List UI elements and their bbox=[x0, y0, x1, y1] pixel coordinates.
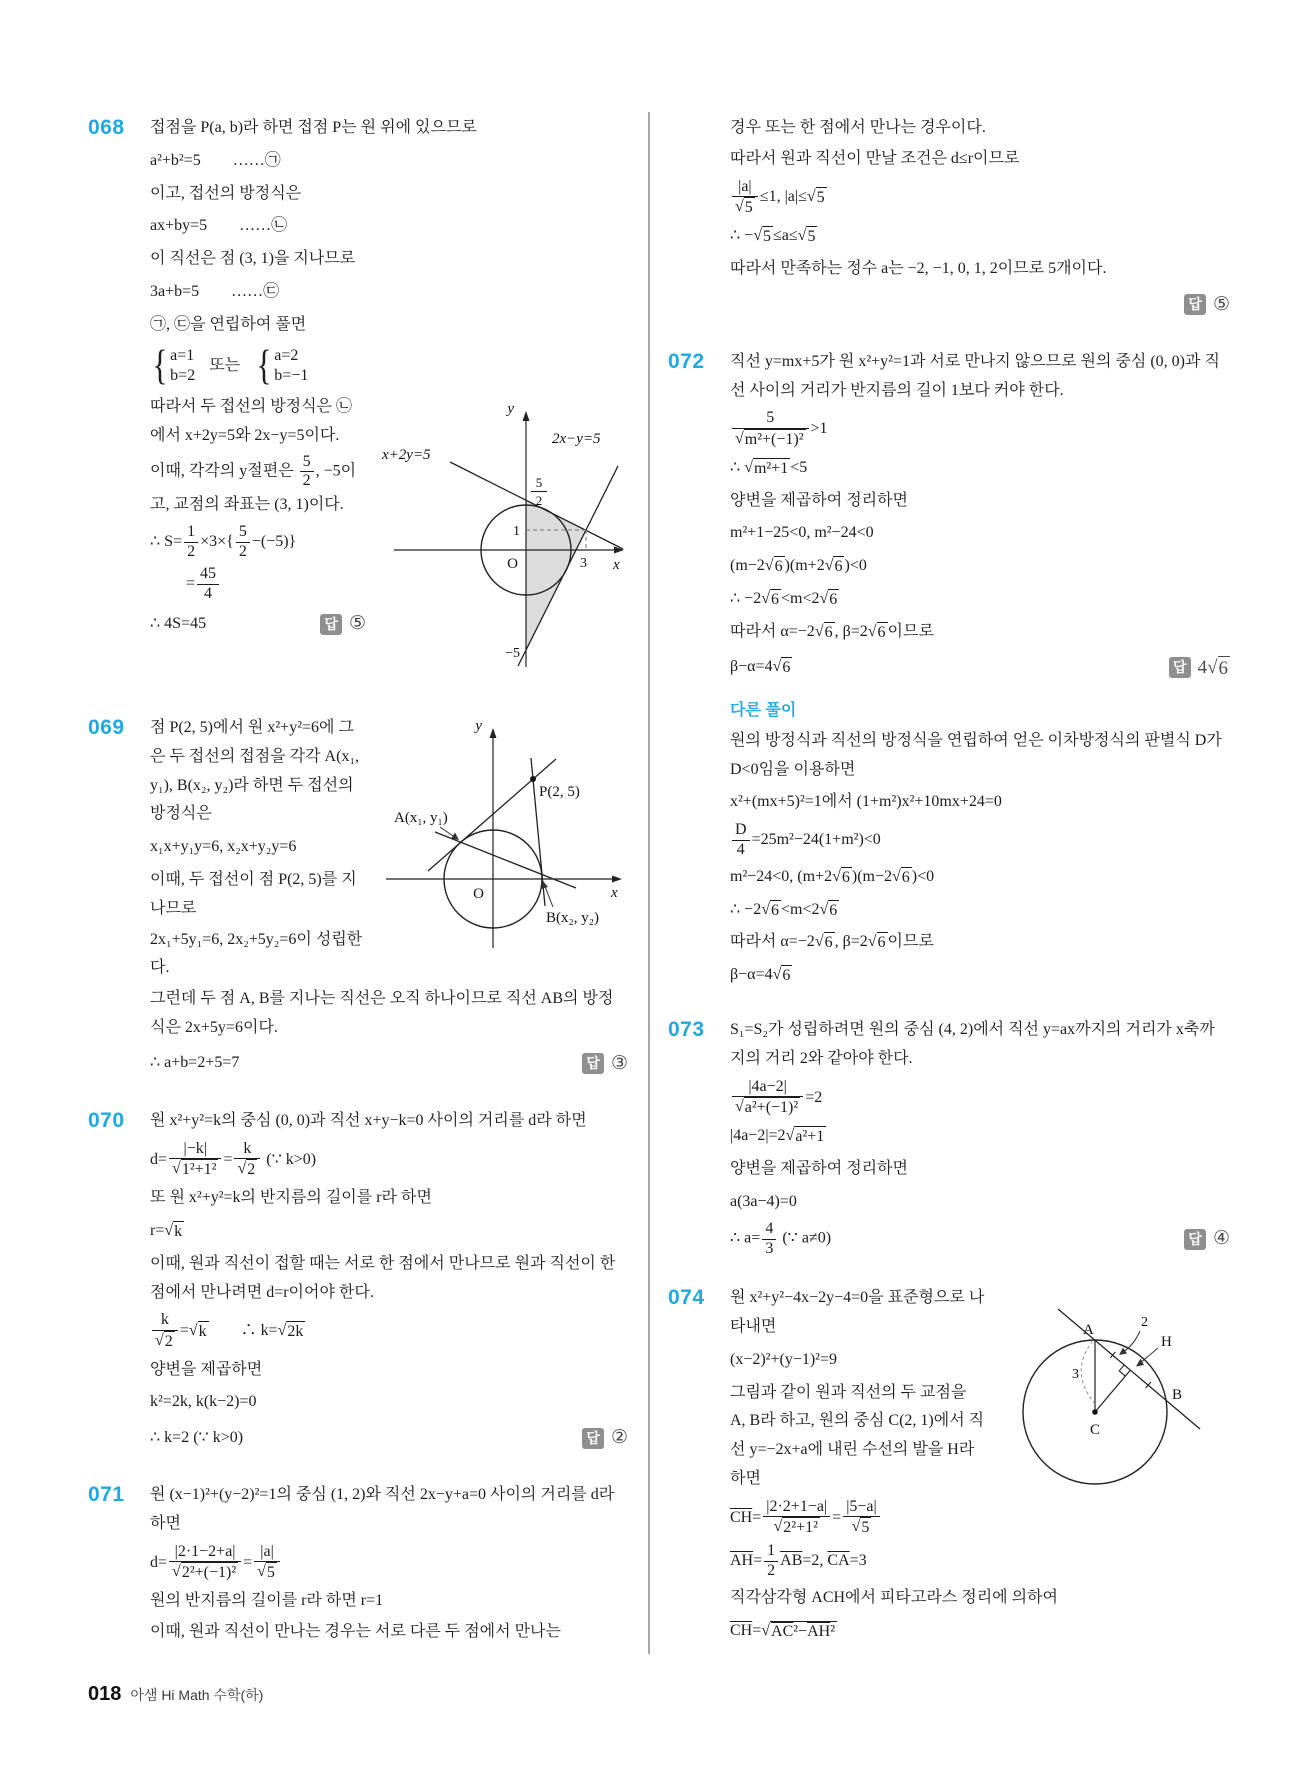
dashed-radius-arc bbox=[1081, 1342, 1095, 1404]
solution-math: |4a−2| √ a²+(−1)² =2 bbox=[730, 1078, 1230, 1118]
solution-math: ∴ −2 √ 6 <m<2 √ 6 bbox=[730, 900, 838, 919]
page-footer bbox=[88, 1684, 263, 1704]
answer bbox=[582, 1047, 628, 1081]
solution-text: 양변을 제곱하여 정리하면 bbox=[730, 1159, 909, 1177]
solution-math: β−α=4 √ 6 답 4 √ 6 bbox=[730, 651, 1230, 685]
segment-ch bbox=[1095, 1370, 1131, 1412]
answer bbox=[1184, 288, 1230, 322]
problem-number: 073 bbox=[668, 1018, 705, 1042]
solution-text: 이때, 두 접선이 점 P(2, 5)를 지나므로 bbox=[150, 870, 357, 917]
solution-math: |a| √ 5 ≤1, |a|≤ √ 5 bbox=[730, 178, 1230, 218]
point-a-label: A bbox=[1083, 1322, 1094, 1339]
solution-text: 그런데 두 점 A, B를 지나는 직선은 오직 하나이므로 직선 AB의 방정식은 2x+5y=6이다. bbox=[150, 990, 614, 1036]
problem-number: 068 bbox=[88, 116, 125, 139]
x-axis-label: x bbox=[611, 884, 618, 901]
solution-text: 따라서 만족하는 정수 a는 −2, −1, 0, 1, 2이므로 5개이다. bbox=[730, 259, 1107, 277]
solution-text: 직선 y=mx+5가 원 x²+y²=1과 서로 만나지 않으므로 원의 중심 (0, 0)과 직선 사이의 거리가 반지름의 길이 1보다 커야 한다. bbox=[730, 352, 1220, 399]
figure-069-diagram bbox=[378, 714, 628, 954]
y-axis-label: y bbox=[507, 401, 514, 418]
solution-text: 이때, 원과 직선이 만나는 경우는 서로 다른 두 점에서 만나는 bbox=[150, 1623, 561, 1641]
problem-number: 072 bbox=[668, 349, 705, 373]
solution-math: ∴ a= $\frac{4}{3}$ (∵ a≠0) 답 ④ bbox=[730, 1220, 1230, 1257]
problem-074 bbox=[668, 1282, 1230, 1649]
solution-math: x₁x+y₁y=6, x₂x+y₂y=6 bbox=[150, 838, 297, 856]
solution-text: 따라서 α=−2 √ 6 , β=2 √ 6 이므로 bbox=[730, 622, 934, 641]
right-column bbox=[668, 112, 1230, 1670]
solution-math: = $\frac{45}{4}$ bbox=[186, 565, 628, 603]
solution-math: ∴ √ m²+1 <5 bbox=[730, 458, 808, 477]
problem-body bbox=[730, 1014, 1230, 1262]
alternative-solution-heading: 다른 풀이 bbox=[730, 701, 797, 719]
solution-text: 원 x²+y²=k의 중심 (0, 0)과 직선 x+y−k=0 사이의 거리를 d라 하면 bbox=[150, 1111, 587, 1129]
solution-text: 원의 반지름의 길이를 r라 하면 r=1 bbox=[150, 1592, 384, 1610]
figure-068-diagram bbox=[376, 395, 628, 673]
answer-badge: 답 bbox=[1184, 294, 1206, 315]
answer-value: ④ bbox=[1212, 1228, 1230, 1250]
problem-070 bbox=[88, 1105, 628, 1460]
figure-074-diagram bbox=[995, 1284, 1230, 1509]
solution-text: 또 원 x²+y²=k의 반지름의 길이를 r라 하면 bbox=[150, 1189, 432, 1207]
x-axis-arrow bbox=[612, 875, 622, 882]
problem-continuation bbox=[668, 112, 1230, 326]
solution-math: ∴ S= $\frac{1}{2}$ ×3×{ $\frac{5}{2}$ −(−5)} bbox=[150, 523, 297, 560]
point-b-label: B(x₂, y₂) bbox=[546, 909, 599, 926]
brace: { bbox=[256, 342, 272, 389]
problem-068 bbox=[88, 112, 628, 692]
solution-cases: { a=1 b=2 또는 { a=2 b=−1 bbox=[152, 342, 309, 389]
solution-math: ∴ a+b=2+5=7 답 ③ bbox=[150, 1047, 628, 1081]
solution-text: 원 (x−1)²+(y−2)²=1의 중심 (1, 2)와 직선 2x−y+a=0 사이의 거리를 d라 하면 bbox=[150, 1486, 615, 1533]
solution-math: m²−24<0, (m+2 √ 6 )(m−2 √ 6 )<0 bbox=[730, 867, 935, 886]
point-b-label: B bbox=[1172, 1387, 1183, 1404]
solution-text: 원의 방정식과 직선의 방정식을 연립하여 얻은 이차방정식의 판별식 D가 D<0임을 이용하면 bbox=[730, 731, 1222, 778]
answer-badge: 답 bbox=[1169, 657, 1191, 678]
cases-separator: 또는 bbox=[209, 356, 241, 374]
point-c-label: C bbox=[1090, 1422, 1101, 1439]
solution-text: ㉠, ㉢을 연립하여 풀면 bbox=[150, 315, 307, 333]
solution-math: (x−2)²+(y−1)²=9 bbox=[730, 1350, 837, 1368]
solution-answer-line bbox=[730, 288, 1230, 322]
solution-math: ∴ k=2 (∵ k>0) 답 ② bbox=[150, 1421, 628, 1455]
right-angle-mark bbox=[1119, 1365, 1125, 1376]
line1-equation-label: x+2y=5 bbox=[382, 447, 431, 464]
answer-value: ⑤ bbox=[348, 612, 366, 634]
solution-text: 경우 또는 한 점에서 만나는 경우이다. bbox=[730, 119, 986, 136]
problem-body bbox=[730, 112, 1230, 326]
solution-math: $\overline{CH}=$ |2·2+1−a| √ 2²+1² = |5−a| √ 5 bbox=[730, 1498, 1230, 1538]
solution-text: 그림과 같이 원과 직선의 두 교점을 A, B라 하고, 원의 중심 C(2, 1)에서 직선 y=−2x+a에 내린 수선의 발을 H라 하면 bbox=[730, 1383, 985, 1488]
problem-number bbox=[668, 112, 730, 326]
solution-text: 직각삼각형 ACH에서 피타고라스 정리에 의하여 bbox=[730, 1588, 1058, 1606]
y-intercept-fraction-numerator: 5 bbox=[535, 475, 543, 491]
label-2-arrowhead bbox=[1119, 1348, 1127, 1356]
figure-fig069 bbox=[378, 714, 628, 965]
point-a-label: A(x₁, y₁) bbox=[394, 809, 448, 826]
answer bbox=[1184, 1222, 1230, 1256]
solution-text: 이고, 접선의 방정식은 bbox=[150, 184, 302, 202]
solution-text: 이 직선은 점 (3, 1)을 지나므로 bbox=[150, 250, 356, 268]
tick-label-1: 1 bbox=[513, 524, 520, 540]
answer-value: ② bbox=[610, 1427, 628, 1449]
problem-number: 071 bbox=[88, 1483, 125, 1507]
origin-label: O bbox=[507, 556, 518, 573]
x-axis-label: x bbox=[613, 557, 620, 574]
answer-value: ③ bbox=[610, 1052, 628, 1074]
solution-math: $\overline{AH}=$ $\frac{1}{2}$ $\overline{AB}=2$, $\overline{CA}=3$ bbox=[730, 1542, 867, 1579]
solution-math: ∴ −2 √ 6 <m<2 √ 6 bbox=[730, 589, 838, 608]
book-title: 아샘 Hi Math 수학(하) bbox=[130, 1687, 264, 1703]
length-ah-label: 2 bbox=[1141, 1315, 1148, 1331]
answer-badge: 답 bbox=[582, 1428, 604, 1449]
solution-text: S₁=S₂가 성립하려면 원의 중심 (4, 2)에서 직선 y=ax까지의 거리가 x축까지의 거리 2와 같아야 한다. bbox=[730, 1021, 1215, 1067]
problem-number: 074 bbox=[668, 1286, 705, 1310]
answer-value: ⑤ bbox=[1212, 293, 1230, 315]
solution-math: |4a−2|=2 √ a²+1 bbox=[730, 1127, 825, 1146]
solution-math: ∴ 4S=45 답 ⑤ bbox=[150, 607, 366, 641]
solution-math: 3a+b=5 ……㉢ bbox=[150, 282, 280, 300]
answer-badge: 답 bbox=[1184, 1229, 1206, 1250]
solution-text: 접점을 P(a, b)라 하면 접점 P는 원 위에 있으므로 bbox=[150, 119, 477, 136]
solution-text: 2x₁+5y₁=6, 2x₂+5y₂=6이 성립한다. bbox=[150, 930, 363, 977]
answer-badge: 답 bbox=[320, 614, 342, 635]
solution-text: 이때, 원과 직선이 접할 때는 서로 한 점에서 만나므로 원과 직선이 한 점에서 만나려면 d=r이어야 한다. bbox=[150, 1254, 616, 1301]
problem-069 bbox=[88, 712, 628, 1085]
solution-math: a²+b²=5 ……㉠ bbox=[150, 151, 281, 169]
brace: { bbox=[152, 342, 168, 389]
solution-math: x²+(mx+5)²=1에서 (1+m²)x²+10mx+24=0 bbox=[730, 793, 1002, 811]
answer-badge: 답 bbox=[582, 1053, 604, 1074]
solution-math: ∴ − √ 5 ≤a≤ √ 5 bbox=[730, 226, 816, 245]
shaded-region bbox=[526, 500, 586, 650]
point-p-dot bbox=[530, 776, 536, 782]
problem-072 bbox=[668, 346, 1230, 994]
solution-math: (m−2 √ 6 )(m+2 √ 6 )<0 bbox=[730, 557, 867, 576]
answer-value: 4 √ 6 bbox=[1197, 656, 1228, 679]
problem-number: 069 bbox=[88, 715, 125, 739]
problem-body bbox=[150, 1479, 628, 1649]
solution-math: a(3a−4)=0 bbox=[730, 1192, 797, 1210]
solution-math: $\frac{D}{4}$ =25m²−24(1+m²)<0 bbox=[730, 821, 1230, 859]
problem-073 bbox=[668, 1014, 1230, 1262]
length-ca-label: 3 bbox=[1072, 1367, 1079, 1383]
answer bbox=[320, 607, 366, 641]
solution-text: 따라서 두 접선의 방정식은 ㉡에서 x+2y=5와 2x−y=5이다. bbox=[150, 398, 353, 444]
chord-line-ab bbox=[1058, 1309, 1200, 1429]
left-column bbox=[88, 112, 628, 1669]
problem-body bbox=[730, 346, 1230, 994]
line2-equation-label: 2x−y=5 bbox=[552, 431, 601, 448]
solution-math: k²=2k, k(k−2)=0 bbox=[150, 1393, 257, 1411]
solution-text: 점 P(2, 5)에서 원 x²+y²=6에 그은 두 접선의 접점을 각각 A(x₁, y₁), B(x₂, y₂)라 하면 두 접선의 방정식은 bbox=[150, 718, 360, 823]
y-axis-arrow bbox=[490, 728, 497, 738]
solution-text: 양변을 제곱하면 bbox=[150, 1360, 263, 1378]
problem-body bbox=[150, 112, 628, 692]
tick-label-neg5: −5 bbox=[505, 646, 520, 662]
solution-text: 따라서 원과 직선이 만날 조건은 d≤r이므로 bbox=[730, 149, 1020, 167]
solution-text: 따라서 α=−2 √ 6 , β=2 √ 6 이므로 bbox=[730, 933, 934, 952]
label-h-arrowhead bbox=[1136, 1359, 1144, 1367]
solution-text: 이때, 각각의 y절편은 $\frac{5}{2}$ , −5이고, 교점의 좌표는 (3, 1)이다. bbox=[150, 452, 357, 513]
solution-math: ax+by=5 ……㉡ bbox=[150, 217, 288, 235]
problem-body bbox=[730, 1282, 1230, 1649]
answer bbox=[1169, 651, 1230, 685]
solution-math: d= |2·1−2+a| √ 2²+(−1)² = |a| √ 5 bbox=[150, 1543, 628, 1583]
problem-body bbox=[150, 1105, 628, 1460]
column-divider bbox=[648, 112, 650, 1654]
solution-math: 5 √ m²+(−1)² >1 bbox=[730, 409, 1230, 449]
center-dot bbox=[1092, 1409, 1098, 1415]
y-intercept-fraction-denominator: 2 bbox=[535, 493, 543, 509]
problem-number: 070 bbox=[88, 1108, 125, 1132]
solution-math: k √ 2 = √ k ∴ k= √ 2k bbox=[150, 1311, 628, 1351]
figure-fig074 bbox=[995, 1284, 1230, 1520]
figure-fig068 bbox=[376, 395, 628, 684]
y-axis-label: y bbox=[475, 717, 482, 734]
solution-text: 원 x²+y²−4x−2y−4=0을 표준형으로 나타내면 bbox=[730, 1289, 985, 1336]
problem-071 bbox=[88, 1479, 628, 1649]
solution-text: 양변을 제곱하여 정리하면 bbox=[730, 491, 909, 509]
solution-math: r= √ k bbox=[150, 1221, 183, 1240]
answer bbox=[582, 1421, 628, 1455]
problem-body bbox=[150, 712, 628, 1085]
solution-math: m²+1−25<0, m²−24<0 bbox=[730, 524, 874, 542]
y-axis-arrow bbox=[523, 411, 530, 421]
solution-math: $\overline{CH}=$ √ $AC^2-\overline{AH}^2$ bbox=[730, 1621, 836, 1640]
point-p-label: P(2, 5) bbox=[539, 783, 580, 800]
tick-label-3: 3 bbox=[580, 556, 587, 572]
origin-label: O bbox=[473, 885, 484, 902]
point-h-label: H bbox=[1161, 1334, 1172, 1351]
solution-math: d= |−k| √ 1²+1² = k √ 2 (∵ k>0) bbox=[150, 1139, 317, 1179]
page-number: 018 bbox=[88, 1683, 122, 1705]
solution-math: β−α=4 √ 6 bbox=[730, 966, 791, 985]
